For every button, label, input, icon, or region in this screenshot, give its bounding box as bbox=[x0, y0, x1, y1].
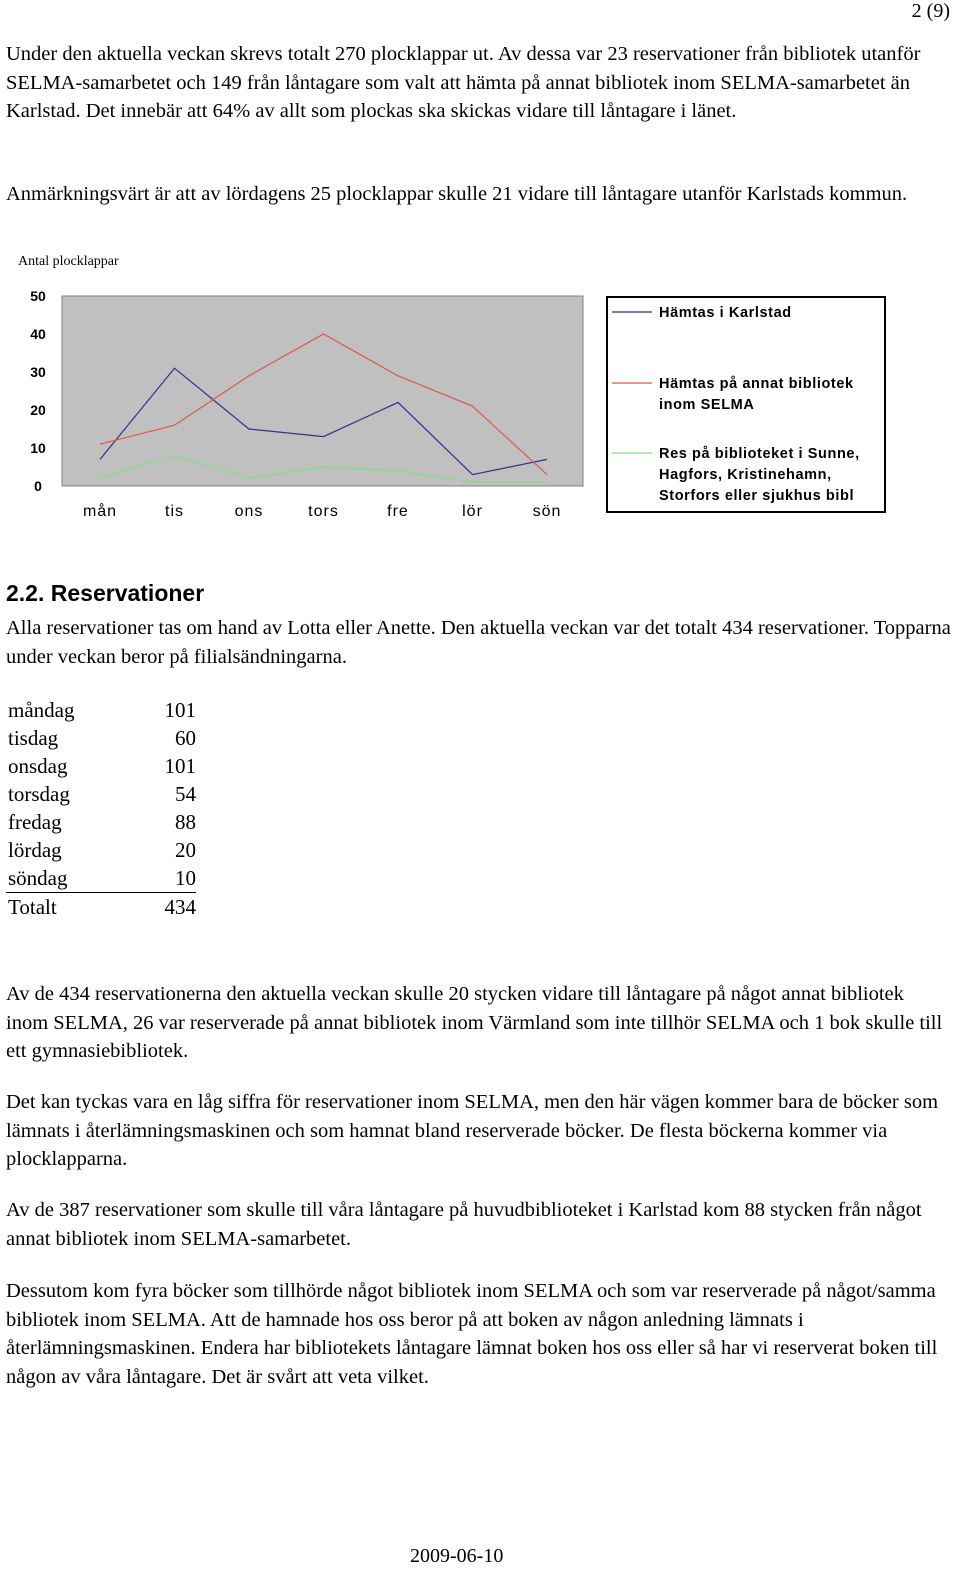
section-heading: 2.2. Reservationer bbox=[6, 580, 205, 606]
y-tick-label: 20 bbox=[30, 402, 46, 418]
paragraph-four-books: Dessutom kom fyra böcker som tillhörde något bibliotek inom SELMA och som var reserverade på något/samma bibliotek inom SELMA. Att de hamnade hos oss beror på att boken av någon anledning lämnats i återlämningsmaskinen. Endera har bibliotekets låntagare lämnat boken hos oss eller så har vi reserverat boken till någon av våra låntagare. Det är svårt att veta vilket. bbox=[6, 1280, 938, 1388]
total-value: 434 bbox=[138, 893, 196, 922]
day-cell: lördag bbox=[8, 838, 62, 862]
paragraph-reservations-intro: Alla reservationer tas om hand av Lotta eller Anette. Den aktuella veckan var det totalt 434 reservationer. Topparna under veckan beror på filialsändningarna. bbox=[6, 617, 951, 668]
table-row bbox=[6, 836, 196, 864]
x-category-label: mån bbox=[82, 503, 118, 520]
x-category-label: tis bbox=[165, 503, 184, 520]
table-row bbox=[6, 724, 196, 752]
value-cell: 10 bbox=[175, 866, 196, 890]
legend-label-2: Hämtas på annat bibliotek inom SELMA bbox=[659, 376, 854, 413]
day-cell: tisdag bbox=[8, 726, 59, 750]
x-category-label: sön bbox=[532, 503, 562, 520]
paragraph-reservations-destinations: Av de 434 reservationerna den aktuella veckan skulle 20 stycken vidare till låntagare på något annat bibliotek inom SELMA, 26 var reserverade på annat bibliotek inom Värmland som inte tillhör SELMA och 1 bok skulle till ett gymnasiebibliotek. bbox=[6, 983, 943, 1062]
y-tick-label: 40 bbox=[30, 326, 46, 342]
day-cell: söndag bbox=[8, 866, 68, 890]
legend-label-3: Res på biblioteket i Sunne, Hagfors, Kristinehamn, Storfors eller sjukhus bibl bbox=[659, 446, 860, 504]
y-axis-label: Antal plocklappar bbox=[18, 254, 119, 269]
day-cell: måndag bbox=[8, 698, 75, 722]
value-cell: 20 bbox=[175, 838, 196, 862]
table-row bbox=[6, 752, 196, 780]
page-number: 2 (9) bbox=[911, 0, 950, 22]
table-row bbox=[6, 780, 196, 808]
x-category-label: lör bbox=[462, 503, 483, 520]
table-row bbox=[6, 864, 196, 893]
value-cell: 101 bbox=[164, 698, 196, 722]
x-category-label: ons bbox=[234, 503, 264, 520]
paragraph-main-library: Av de 387 reservationer som skulle till våra låntagare på huvudbiblioteket i Karlstad kom 88 stycken från något annat bibliotek inom SELMA-samarbetet. bbox=[6, 1199, 922, 1250]
y-tick-label: 10 bbox=[30, 440, 46, 456]
plocklappar-line-chart bbox=[0, 240, 960, 540]
day-cell: fredag bbox=[8, 810, 62, 834]
table-row bbox=[6, 808, 196, 836]
y-tick-label: 0 bbox=[34, 478, 42, 494]
total-row bbox=[6, 893, 196, 922]
x-category-label: tors bbox=[308, 503, 339, 520]
footer-date: 2009-06-10 bbox=[410, 1545, 504, 1567]
x-category-label: fre bbox=[387, 503, 409, 520]
value-cell: 54 bbox=[175, 782, 196, 806]
y-tick-label: 50 bbox=[30, 288, 46, 304]
value-cell: 101 bbox=[164, 754, 196, 778]
paragraph-selma-low-count: Det kan tyckas vara en låg siffra för reservationer inom SELMA, men den här vägen kommer bara de böcker som lämnats i återlämningsmaskinen och som hamnat bland reserverade böcker. De flesta böckerna kommer via plocklapparna. bbox=[6, 1091, 939, 1170]
y-tick-label: 30 bbox=[30, 364, 46, 380]
table-row bbox=[6, 696, 196, 724]
total-label: Totalt bbox=[6, 893, 138, 922]
paragraph-saturday-note: Anmärkningsvärt är att av lördagens 25 plocklappar skulle 21 vidare till låntagare utanför Karlstads kommun. bbox=[6, 183, 908, 205]
value-cell: 60 bbox=[175, 726, 196, 750]
plot-area bbox=[62, 296, 583, 486]
legend-label-1: Hämtas i Karlstad bbox=[659, 305, 792, 321]
day-cell: torsdag bbox=[8, 782, 70, 806]
reservations-table bbox=[6, 696, 196, 921]
value-cell: 88 bbox=[175, 810, 196, 834]
paragraph-plocklappar-summary: Under den aktuella veckan skrevs totalt 270 plocklappar ut. Av dessa var 23 reservationer från bibliotek utanför SELMA-samarbetet och 149 från låntagare som valt att hämta på annat bibliotek inom SELMA-samarbetet än Karlstad. Det innebär att 64% av allt som plockas ska skickas vidare till låntagare i länet. bbox=[6, 43, 921, 122]
day-cell: onsdag bbox=[8, 754, 68, 778]
